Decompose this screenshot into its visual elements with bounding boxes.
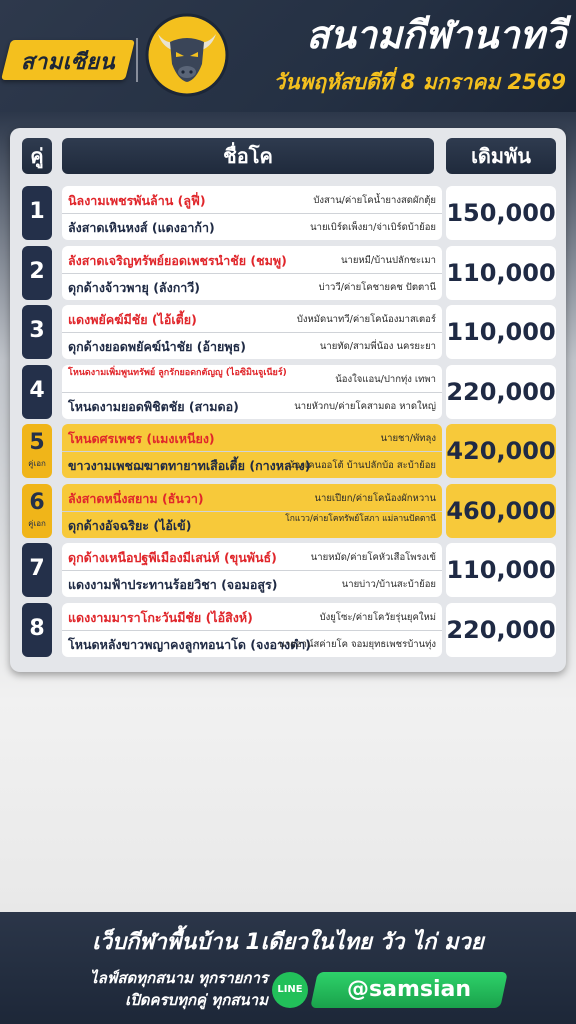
promo-line-1: ไลฟ์สดทุกสนาม ทุกรายการ [90, 969, 268, 987]
pair-number-badge [22, 186, 52, 240]
cock-a-line [62, 484, 442, 512]
cock-b-line [62, 213, 442, 240]
match-row [22, 424, 556, 478]
cock-b-name: ดุกด้างจ้าวพายุ (ลังกาวี) [68, 279, 201, 295]
cock-names-cell [62, 305, 442, 359]
header-bet: เดิมพัน [446, 138, 556, 174]
cock-names-cell [62, 603, 442, 657]
cock-names-cell [62, 365, 442, 419]
header-divider [136, 38, 138, 82]
cock-a-line [62, 246, 442, 274]
cock-a-name: แดงพยัคฆ์มีชัย (ไอ้เตี้ย) [68, 312, 197, 327]
cock-a-owner: นายเปียก/ค่ายโคน้องผักหวาน [314, 492, 436, 504]
bet-amount: 110,000 [446, 543, 556, 597]
pair-number-badge [22, 484, 52, 538]
cock-b-name: โหนดงามยอดพิชิตชัย (สามดอ) [68, 398, 239, 414]
cock-a-line [62, 365, 442, 393]
cock-a-line [62, 305, 442, 333]
pair-number-badge [22, 543, 52, 597]
cock-names-cell [62, 543, 442, 597]
cock-a-owner: บังสาน/ค่ายโคน้ำยางสดผักตุ้ย [313, 195, 436, 206]
pair-number: 8 [29, 615, 45, 641]
cock-b-name: ดุกด้างอัจฉริยะ (ไอ้เข้) [68, 517, 192, 533]
pair-number: 7 [29, 556, 45, 581]
cock-b-name: โหนดหลังขาวพญาคงลูกทอนาโด (จงอางดำ) [68, 636, 311, 652]
cock-b-line [62, 511, 442, 538]
line-id-text: @samsian [346, 977, 471, 1002]
pair-number: 4 [29, 377, 45, 403]
cock-a-name: ลังสาดหนึ่งสยาม (ธันวา) [68, 490, 204, 506]
event-date: วันพฤหัสบดีที่ 8 มกราคม 2569 [273, 70, 566, 94]
cock-a-line [62, 424, 442, 452]
cock-b-owner: นายทัด/สามพี่น้อง นครยะยา [319, 341, 436, 352]
cock-b-line [62, 273, 442, 300]
match-row [22, 186, 556, 240]
match-row [22, 543, 556, 597]
cock-a-name: โหนดศรเพชร (แมงเหนียง) [68, 431, 215, 446]
cock-a-name: นิลงามเพชรพันล้าน (ลูฟี่) [68, 193, 206, 208]
pair-number-badge [22, 305, 52, 359]
cock-b-name: ขาวงามเพชฌฆาตทายาทเสือเตี้ย (กางหลาง) [68, 458, 311, 473]
cock-names-cell [62, 186, 442, 240]
cock-b-owner: น้องเคนออโต้ บ้านปลักบ้อ สะบ้าย้อย [288, 460, 436, 471]
promo-line-2: เปิดครบทุกคู่ ทุกสนาม [125, 991, 268, 1009]
cock-b-line [62, 392, 442, 419]
cock-a-owner: น้องใจแอน/ปากทุ่ง เทพา [335, 373, 436, 385]
cock-a-name: ลังสาดเจริญทรัพย์ยอดเพชรนำชัย (ชมพู) [68, 252, 287, 268]
cock-a-line [62, 186, 442, 214]
cock-a-owner: บังยูโซะ/ค่ายโควัยรุ่นยุคใหม่ [319, 611, 436, 623]
main-event-label: คู่เอก [28, 459, 46, 468]
cock-b-owner: บ่าววี/ค่ายโคชายคช ปัตตานี [318, 281, 436, 293]
line-app-icon[interactable]: LINE [272, 972, 308, 1008]
cock-a-name: โหนดงามเพิ่มพูนทรัพย์ ลูกรักยอดกตัญญู (ไอซิมินจูเนียร์) [68, 367, 287, 378]
cock-b-line [62, 570, 442, 597]
line-id-button[interactable] [310, 972, 508, 1008]
bet-amount: 150,000 [446, 186, 556, 240]
cock-a-owner: นายหมัด/ค่ายโคหัวเสือโพรงเข้ [310, 552, 436, 563]
bet-amount: 220,000 [446, 365, 556, 419]
pair-number-badge [22, 603, 52, 657]
cock-b-name: แดงงามฟ้าประทานร้อยวิชา (จอมอสูร) [68, 577, 278, 592]
main-event-label: คู่เอก [28, 518, 46, 528]
match-row [22, 365, 556, 419]
cock-names-cell [62, 484, 442, 538]
cock-a-owner: นายหมี/บ้านปลักชะเมา [341, 254, 436, 266]
cock-b-owner: นายอาน์สค่ายโค จอมยุทธเพชรบ้านทุ่ง [278, 638, 436, 650]
header-cock-name: ชื่อโค [62, 138, 434, 174]
pair-number: 5 [29, 430, 45, 455]
footer-tagline: เว็บกีฬาพื้นบ้าน 1เดียวในไทย วัว ไก่ มวย [92, 930, 484, 955]
match-row [22, 246, 556, 300]
bet-amount: 110,000 [446, 246, 556, 300]
cock-a-line [62, 603, 442, 631]
cock-names-cell [62, 246, 442, 300]
match-row [22, 484, 556, 538]
pair-number-badge [22, 246, 52, 300]
pair-number: 6 [29, 489, 45, 515]
cock-b-owner: นายหัวกบ/ค่ายโคสามดอ หาดใหญ่ [294, 400, 436, 412]
brand-name: สามเซียน [20, 50, 116, 75]
header-pair-no: คู่ [22, 138, 52, 174]
cock-b-line [62, 451, 442, 478]
pair-number: 2 [29, 258, 45, 284]
cock-a-name: ดุกด้างเหนือปฐพีเมืองมีเสน่ห์ (ขุนพันธ์) [68, 550, 277, 565]
cock-a-owner: บังหมัดนาทวี/ค่ายโคน้องมาสเตอร์ [296, 314, 436, 325]
cock-names-cell [62, 424, 442, 478]
page-title: สนามกีฬานาทวี [306, 13, 566, 57]
cock-b-name: ดุกด้างยอดพยัคฆ์นำชัย (อ้ายพุธ) [68, 339, 246, 354]
match-row [22, 603, 556, 657]
cock-a-line [62, 543, 442, 571]
cock-a-name: แดงงามมาราโกะวันมีชัย (ไอ้สิงห์) [68, 609, 253, 625]
match-row [22, 305, 556, 359]
bet-amount: 110,000 [446, 305, 556, 359]
cock-b-owner: นายเบิร์ดเพ็งยา/จ่าเบิร์ดบ้าย้อย [310, 222, 436, 233]
pair-number: 3 [29, 318, 45, 343]
bull-head-icon [144, 12, 230, 98]
pair-number-badge [22, 424, 52, 478]
pair-number: 1 [29, 199, 45, 224]
bet-amount: 420,000 [446, 424, 556, 478]
cock-b-owner: นายบ่าว/บ้านสะบ้าย้อย [341, 579, 436, 590]
cock-b-name: ลังสาดเหินหงส์ (แดงอาก้า) [68, 220, 215, 235]
pair-number-badge [22, 365, 52, 419]
bet-amount: 460,000 [446, 484, 556, 538]
bet-amount: 220,000 [446, 603, 556, 657]
cock-b-owner: โกแวว/ค่ายโคทรัพย์โสภา แม่ลานปัตตานี [285, 513, 436, 524]
cock-b-line [62, 332, 442, 359]
cock-a-owner: นายชา/พัทลุง [380, 433, 436, 444]
cock-b-line [62, 630, 442, 657]
